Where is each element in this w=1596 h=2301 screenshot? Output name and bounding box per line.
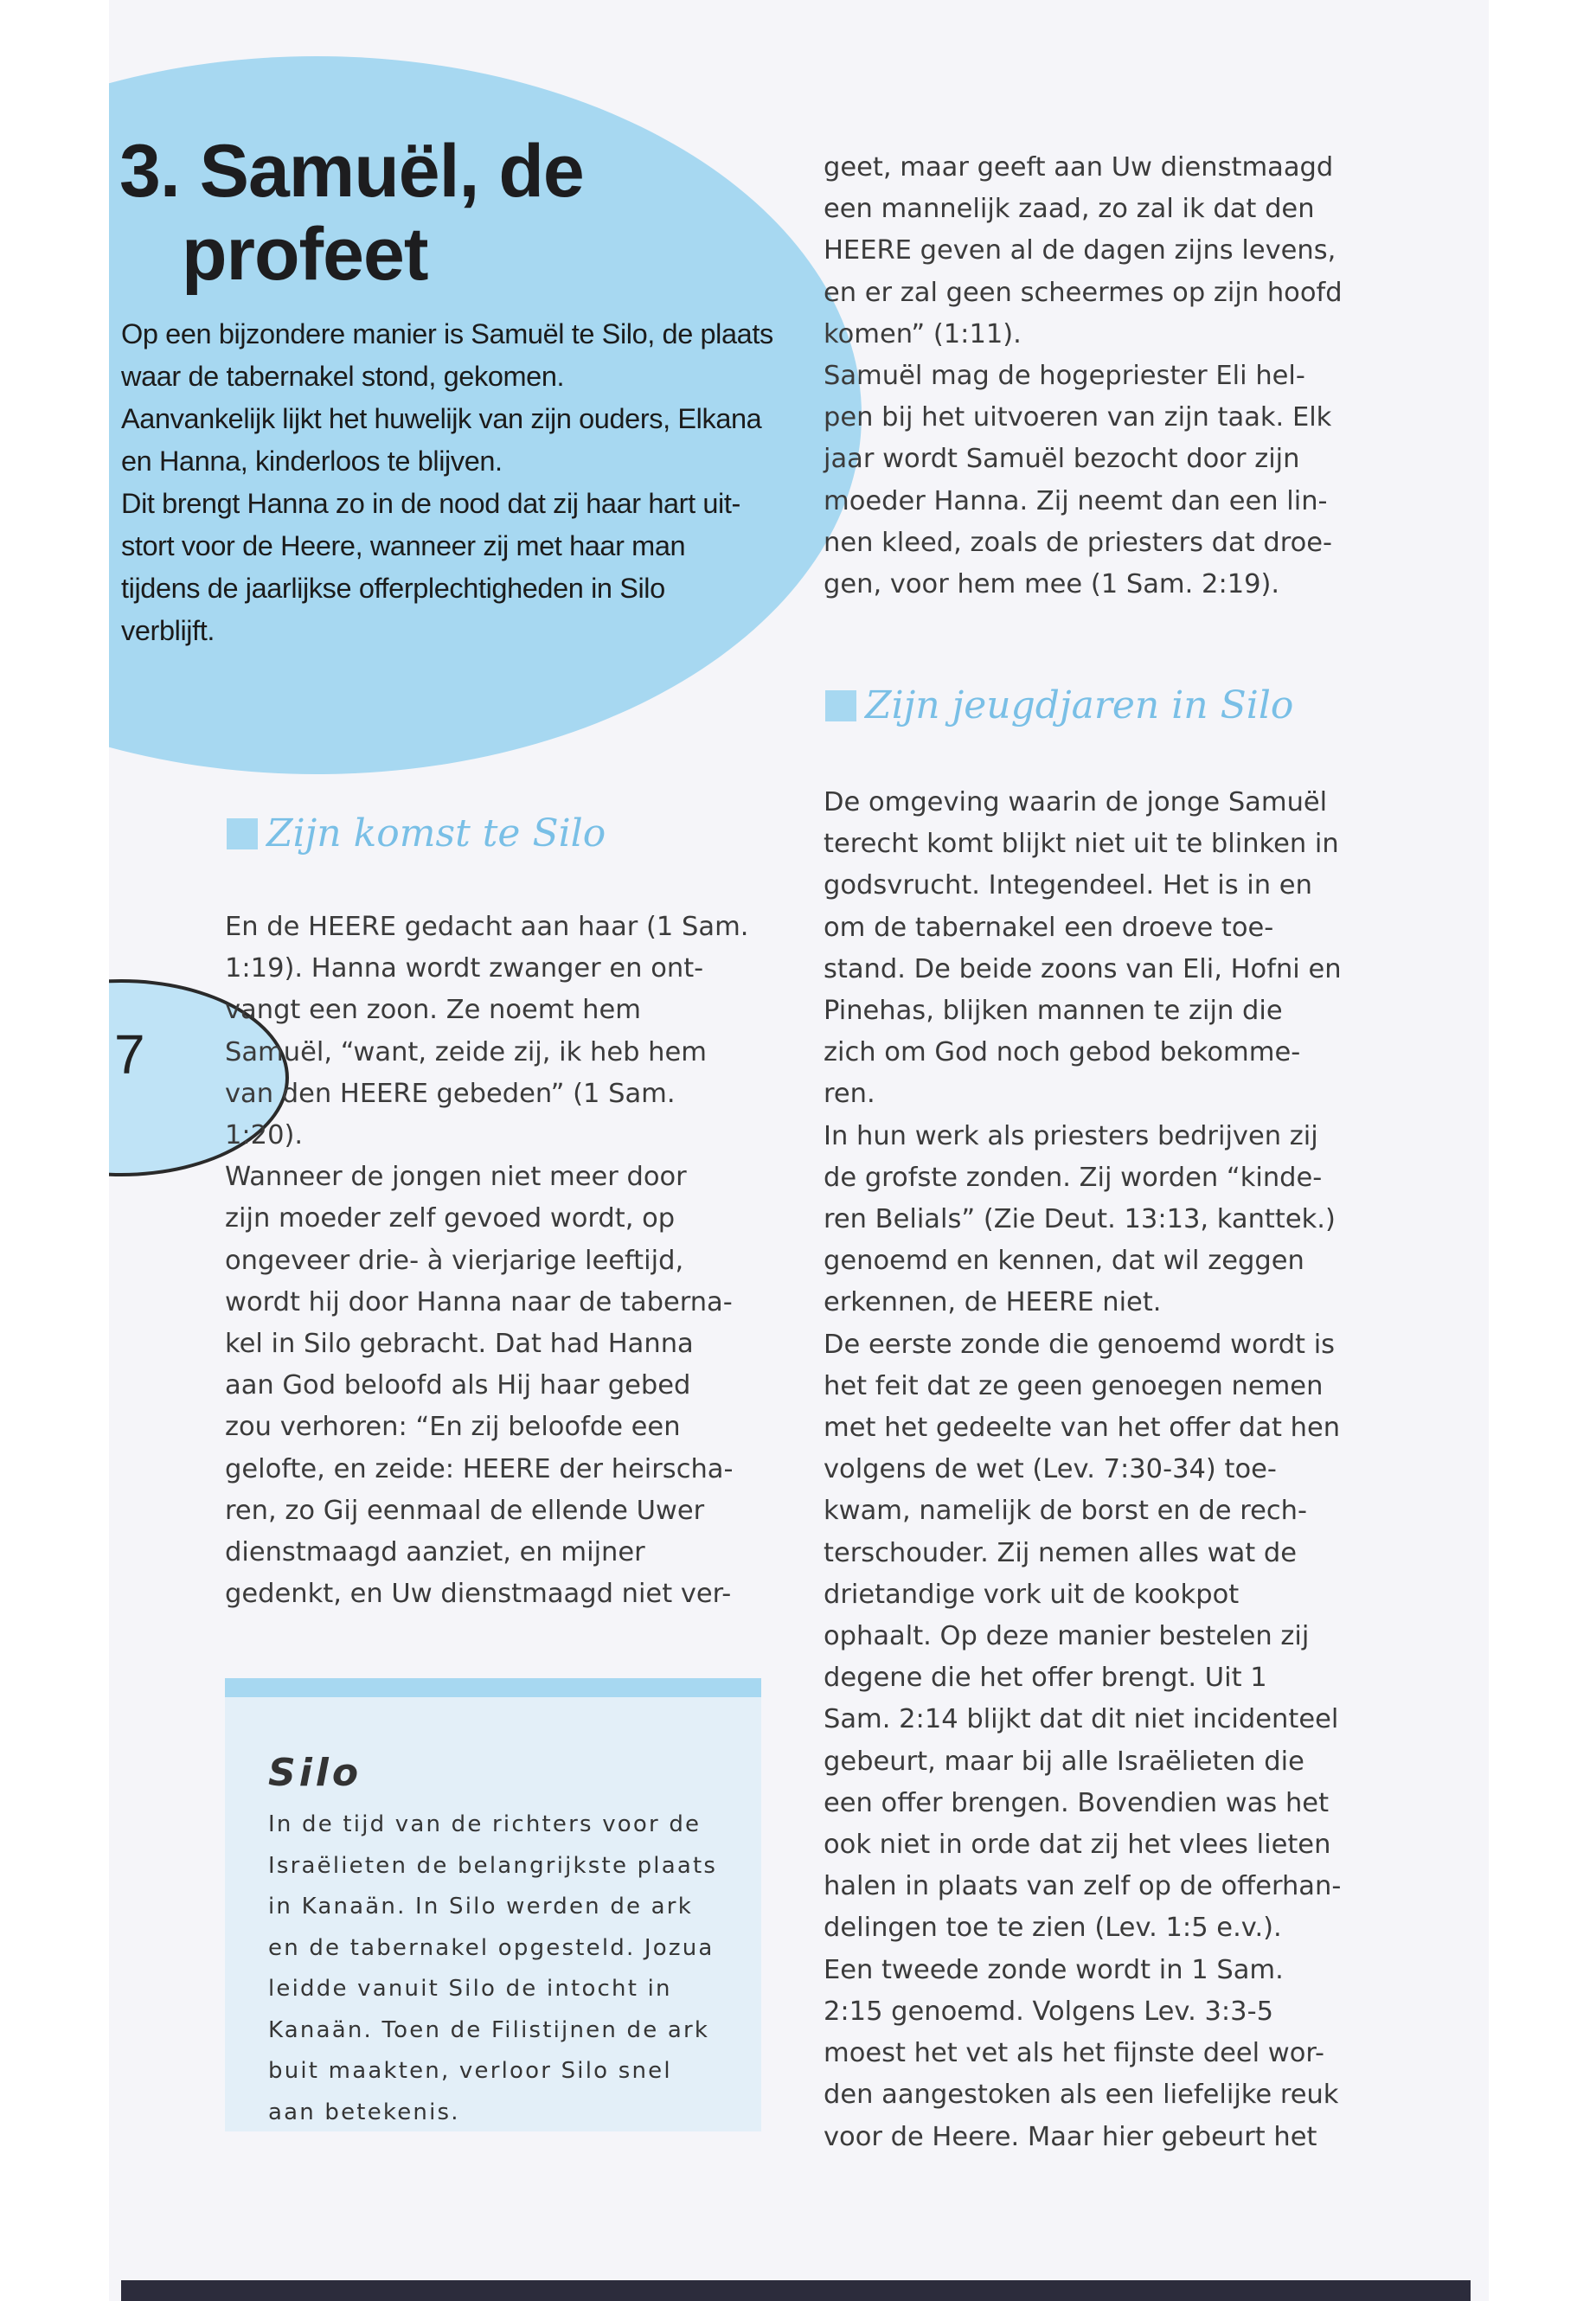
silo-sidebar-box: [225, 1678, 761, 2131]
right-column-main-text: [824, 782, 1464, 2158]
sidebar-line: leidde vanuit Silo de intocht in: [268, 1976, 672, 2002]
text-line: gen, voor hem mee (1 Sam. 2:19).: [824, 569, 1280, 600]
sidebar-line: buit maakten, verloor Silo snel: [268, 2058, 672, 2084]
text-line: jaar wordt Samuël bezocht door zijn: [824, 444, 1300, 475]
text-line: pen bij het uitvoeren van zijn taak. Elk: [824, 402, 1332, 433]
text-line: Sam. 2:14 blijkt dat dit niet incidenteel: [824, 1704, 1339, 1735]
text-line: drietandige vork uit de kookpot: [824, 1579, 1240, 1610]
text-line: terschouder. Zij nemen alles wat de: [824, 1537, 1298, 1568]
text-line: gelofte, en zeide: HEERE der heirscha-: [225, 1453, 734, 1484]
text-line: het feit dat ze geen genoegen nemen: [824, 1370, 1324, 1401]
sidebar-title: Silo: [268, 1751, 362, 1795]
text-line: Een tweede zonde wordt in 1 Sam.: [824, 1954, 1284, 1985]
text-line: In hun werk als priesters bedrijven zij: [824, 1120, 1318, 1151]
text-line: De omgeving waarin de jonge Samuël: [824, 787, 1328, 817]
intro-line: Aanvankelijk lijkt het huwelijk van zijn ouders, Elkana: [121, 403, 762, 434]
intro-line: en Hanna, kinderloos te blijven.: [121, 445, 503, 477]
text-line: zich om God noch gebod bekomme-: [824, 1037, 1301, 1068]
section-heading-text: Zijn jeugdjaren in Silo: [865, 683, 1294, 727]
text-line: Wanneer de jongen niet meer door: [225, 1162, 687, 1193]
text-line: ongeveer drie- à vierjarige leeftijd,: [225, 1245, 684, 1276]
intro-line: tijdens de jaarlijkse offerplechtigheden in Silo: [121, 573, 665, 604]
sidebar-line: Israëlieten de belangrijkste plaats: [268, 1852, 718, 1879]
text-line: Samuël, “want, zeide zij, ik heb hem: [225, 1036, 707, 1067]
text-line: moest het vet als het fijnste deel wor-: [824, 2038, 1324, 2069]
text-line: geet, maar geeft aan Uw dienstmaagd: [824, 152, 1334, 183]
text-line: De eerste zonde die genoemd wordt is: [824, 1329, 1336, 1360]
text-line: halen in plaats van zelf op de offerhan-: [824, 1871, 1342, 1902]
text-line: wordt hij door Hanna naar de taberna-: [225, 1286, 733, 1317]
text-line: nen kleed, zoals de priesters dat droe-: [824, 527, 1333, 558]
intro-line: Op een bijzondere manier is Samuël te Silo, de plaats: [121, 318, 773, 349]
page-bottom-shadow: [121, 2280, 1471, 2301]
sidebar-line: Kanaän. Toen de Filistijnen de ark: [268, 2016, 710, 2043]
text-line: erkennen, de HEERE niet.: [824, 1287, 1162, 1318]
text-line: gebeurt, maar bij alle Israëlieten die: [824, 1746, 1304, 1777]
text-line: ren, zo Gij eenmaal de ellende Uwer: [225, 1495, 705, 1526]
sidebar-text: [268, 1804, 753, 2133]
intro-line: Dit brengt Hanna zo in de nood dat zij haar hart uit-: [121, 488, 740, 519]
section-heading-jeugdjaren: [825, 683, 1293, 727]
text-line: en er zal geen scheermes op zijn hoofd: [824, 277, 1343, 308]
chapter-number: 7: [114, 1023, 145, 1086]
text-line: degene die het offer brengt. Uit 1: [824, 1663, 1267, 1694]
text-line: den aangestoken als een liefelijke reuk: [824, 2080, 1339, 2111]
text-line: 1:20).: [225, 1120, 304, 1151]
chapter-title: [119, 130, 584, 296]
chapter-title-line-2: profeet: [182, 213, 428, 296]
heading-square-icon: [227, 818, 258, 849]
sidebar-line: In de tijd van de richters voor de: [268, 1811, 702, 1837]
text-line: aan God beloofd als Hij haar gebed: [225, 1370, 691, 1401]
sidebar-line: aan betekenis.: [268, 2099, 460, 2125]
text-line: vangt een zoon. Ze noemt hem: [225, 995, 641, 1026]
text-line: een mannelijk zaad, zo zal ik dat den: [824, 194, 1315, 225]
text-line: ren Belials” (Zie Deut. 13:13, kanttek.): [824, 1204, 1336, 1235]
text-line: gedenkt, en Uw dienstmaagd niet ver-: [225, 1579, 732, 1610]
text-line: 2:15 genoemd. Volgens Lev. 3:3-5: [824, 1996, 1273, 2027]
text-line: delingen toe te zien (Lev. 1:5 e.v.).: [824, 1913, 1282, 1944]
sidebar-line: in Kanaän. In Silo werden de ark: [268, 1894, 693, 1920]
text-line: terecht komt blijkt niet uit te blinken in: [824, 829, 1339, 860]
book-page: [109, 0, 1489, 2301]
intro-line: waar de tabernakel stond, gekomen.: [121, 361, 565, 392]
text-line: ren.: [824, 1079, 875, 1110]
right-column-top-text: [824, 147, 1464, 606]
text-line: met het gedeelte van het offer dat hen: [824, 1413, 1341, 1444]
intro-line: verblijft.: [121, 615, 215, 646]
text-line: genoemd en kennen, dat wil zeggen: [824, 1246, 1304, 1277]
text-line: moeder Hanna. Zij neemt dan een lin-: [824, 485, 1328, 516]
text-line: zou verhoren: “En zij beloofde een: [225, 1412, 681, 1443]
text-line: ook niet in orde dat zij het vlees lieten: [824, 1830, 1331, 1861]
section-heading-text: Zijn komst te Silo: [266, 811, 606, 856]
text-line: godsvrucht. Integendeel. Het is in en: [824, 870, 1312, 901]
text-line: Samuël mag de hogepriester Eli hel-: [824, 361, 1305, 392]
text-line: volgens de wet (Lev. 7:30-34) toe-: [824, 1454, 1277, 1485]
text-line: Pinehas, blijken mannen te zijn die: [824, 996, 1283, 1027]
text-line: HEERE geven al de dagen zijns levens,: [824, 235, 1336, 266]
text-line: komen” (1:11).: [824, 318, 1022, 349]
intro-paragraph: [121, 313, 813, 652]
text-line: kel in Silo gebracht. Dat had Hanna: [225, 1329, 694, 1360]
text-line: stand. De beide zoons van Eli, Hofni en: [824, 953, 1342, 984]
text-line: ophaalt. Op deze manier bestelen zij: [824, 1621, 1310, 1652]
chapter-title-line-1: 3. Samuël, de: [119, 130, 584, 213]
text-line: En de HEERE gedacht aan haar (1 Sam.: [225, 912, 749, 942]
intro-line: stort voor de Heere, wanneer zij met haar man: [121, 530, 686, 561]
left-column-text: [225, 907, 865, 1615]
text-line: om de tabernakel een droeve toe-: [824, 912, 1274, 943]
heading-square-icon: [825, 690, 856, 721]
section-heading-komst: [227, 811, 606, 856]
text-line: een offer brengen. Bovendien was het: [824, 1787, 1330, 1818]
text-line: voor de Heere. Maar hier gebeurt het: [824, 2121, 1317, 2152]
text-line: van den HEERE gebeden” (1 Sam.: [225, 1078, 676, 1109]
text-line: zijn moeder zelf gevoed wordt, op: [225, 1203, 676, 1234]
text-line: 1:19). Hanna wordt zwanger en ont-: [225, 953, 704, 984]
text-line: de grofste zonden. Zij worden “kinde-: [824, 1162, 1323, 1193]
text-line: dienstmaagd aanziet, en mijner: [225, 1537, 645, 1568]
text-line: kwam, namelijk de borst en de rech-: [824, 1496, 1307, 1527]
sidebar-line: en de tabernakel opgesteld. Jozua: [268, 1934, 715, 1961]
